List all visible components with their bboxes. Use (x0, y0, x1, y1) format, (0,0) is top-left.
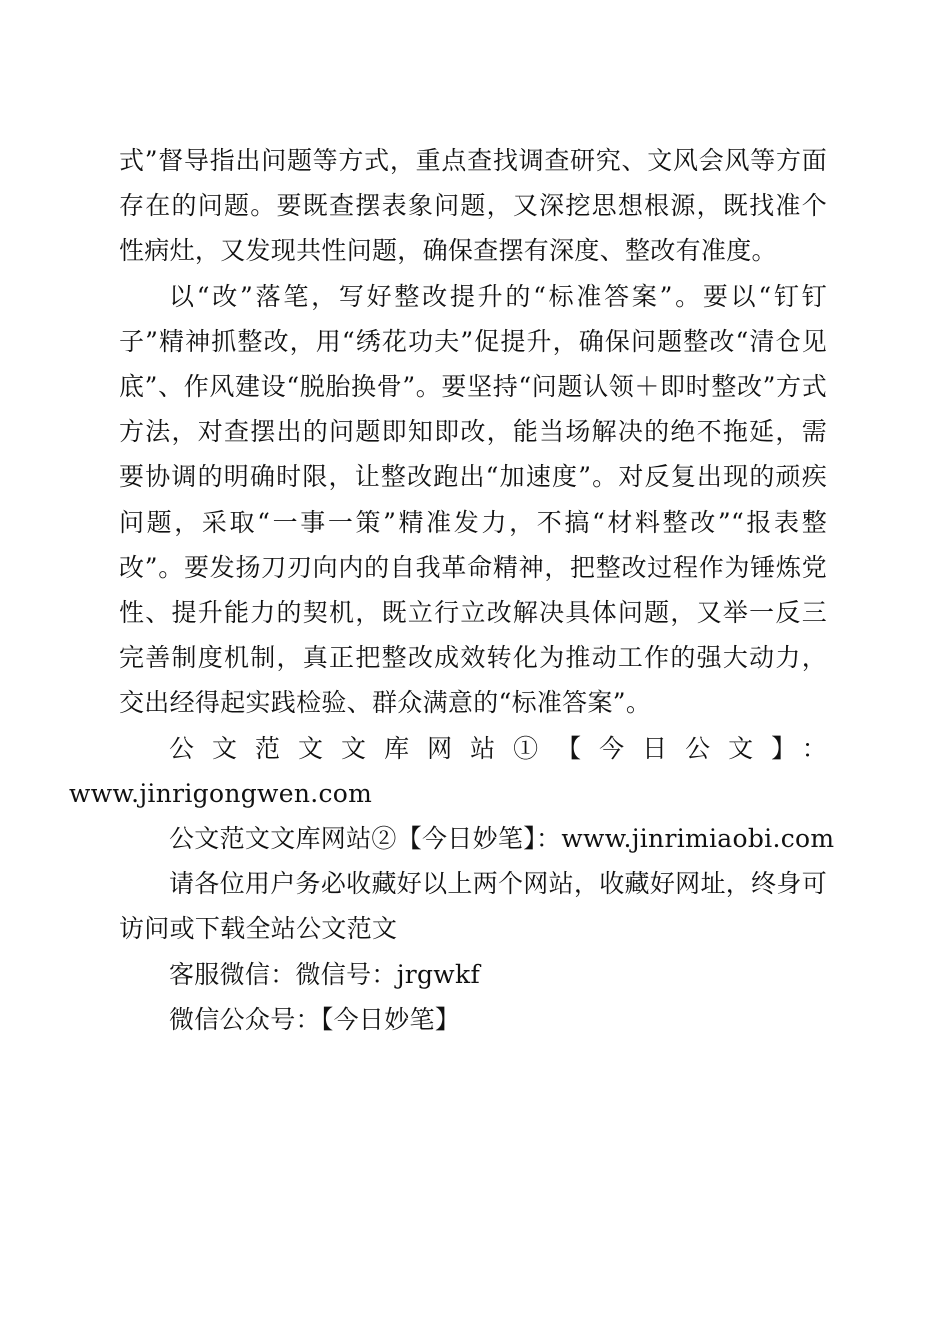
footer-site1-url: www.jinrigongwen.com (69, 778, 373, 808)
footer-wechat-public (119, 997, 827, 1042)
footer-site2-label: 公文范文文库网站②【今日妙笔】： (169, 824, 562, 854)
paragraph-rectification: 以“改”落笔，写好整改提升的“标准答案”。要以“钉钉子”精神抓整改，用“绣花功夫”促提升，确保问题整改“清仓见底”、作风建设“脱胎换骨”。要坚持“问题认领＋即时整改”方式方法，对查摆出的问题即知即改，能当场解决的绝不拖延，需要协调的明确时限，让整改跑出“加速度”。对反复出现的顽疾问题，采取“一事一策”精准发力，不搞“材料整改”“报表整改”。要发扬刀刃向内的自我革命精神，把整改过程作为锤炼党性、提升能力的契机，既立行立改解决具体问题，又举一反三完善制度机制，真正把整改成效转化为推动工作的强大动力，交出经得起实践检验、群众满意的“标准答案”。 (119, 281, 827, 718)
paragraph-continuation: 式”督导指出问题等方式，重点查找调查研究、文风会风等方面存在的问题。要既查摆表象问题，又深挖思想根源，既找准个性病灶，又发现共性问题，确保查摆有深度、整改有准度。 (119, 146, 827, 266)
footer-wechat-service-id: jrgwkf (396, 959, 481, 989)
footer-wechat-public-name: 【今日妙笔】 (320, 1004, 461, 1034)
footer-site1-label: 公文范文文库网站①【今日公文】： (169, 733, 827, 763)
footer-wechat-public-label: 微信公众号： (169, 1004, 321, 1034)
footer-site1 (69, 726, 827, 816)
footer-wechat-service-label: 客服微信：微信号： (169, 959, 397, 989)
footer-notice: 请各位用户务必收藏好以上两个网站，收藏好网址，终身可访问或下载全站公文范文 (119, 869, 827, 944)
document-page (69, 138, 835, 1042)
footer-wechat-service (119, 952, 827, 997)
footer-site2-url: www.jinrimiaobi.com (561, 824, 835, 854)
footer-site2 (119, 816, 835, 861)
